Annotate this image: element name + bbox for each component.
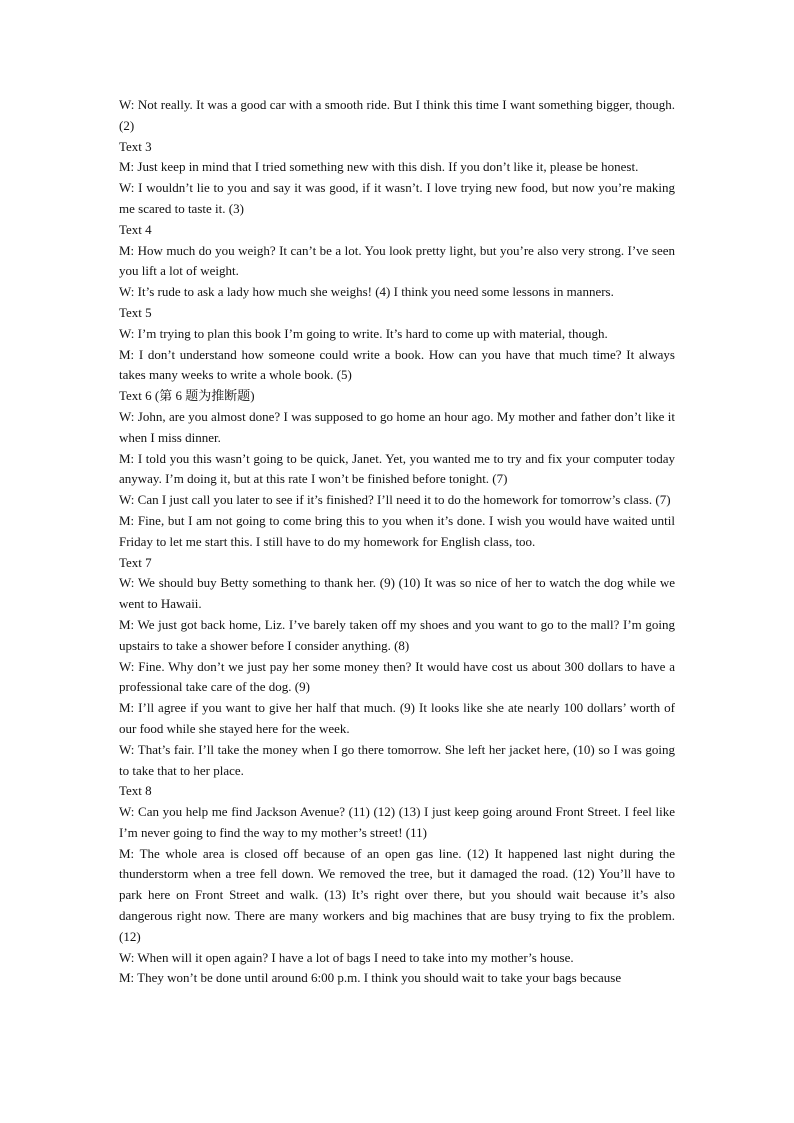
dialogue-line: W: Can you help me find Jackson Avenue? (11) (12) (13) I just keep going around Front Street. I feel like I’m never going to find the way to my mother’s street! (11) bbox=[119, 804, 675, 840]
dialogue-line: M: Just keep in mind that I tried something new with this dish. If you don’t like it, please be honest. bbox=[119, 159, 639, 175]
dialogue-line: W: I wouldn’t lie to you and say it was good, if it wasn’t. I love trying new food, but now you’re making me scared to taste it. (3) bbox=[119, 180, 675, 216]
dialogue-line: M: The whole area is closed off because of an open gas line. (12) It happened last night during the thunderstorm when a tree fell down. We removed the tree, but it damaged the road. (12) You’ll have to park here on Front Street and walk. (13) It’s right over there, but you should wait because it’s also dangerous right now. There are many workers and big machines that are busy trying to fix the problem. (12) bbox=[119, 845, 675, 944]
dialogue-line: W: I’m trying to plan this book I’m going to write. It’s hard to come up with material, though. bbox=[119, 325, 608, 341]
dialogue-line: W: It’s rude to ask a lady how much she weighs! (4) I think you need some lessons in manners. bbox=[119, 284, 614, 300]
section-heading-text-3: Text 3 bbox=[119, 138, 152, 154]
dialogue-line: M: I told you this wasn’t going to be quick, Janet. Yet, you wanted me to try and fix your computer today anyway. I’m doing it, but at this rate I won’t be finished before tonight. (7) bbox=[119, 450, 675, 487]
dialogue-line: W: We should buy Betty something to thank her. (9) (10) It was so nice of her to watch the dog while we went to Hawaii. bbox=[119, 575, 675, 612]
dialogue-line: W: When will it open again? I have a lot of bags I need to take into my mother’s house. bbox=[119, 949, 574, 965]
dialogue-line: W: John, are you almost done? I was supposed to go home an hour ago. My mother and father don’t like it when I miss dinner. bbox=[119, 408, 675, 445]
dialogue-line: W: That’s fair. I’ll take the money when I go there tomorrow. She left her jacket here, (10) so I was going to take that to her place. bbox=[119, 741, 675, 778]
dialogue-line: M: They won’t be done until around 6:00 p.m. I think you should wait to take your bags because bbox=[119, 970, 622, 986]
document-page bbox=[119, 95, 675, 989]
section-heading-text-7: Text 7 bbox=[119, 554, 152, 570]
dialogue-line: M: Fine, but I am not going to come bring this to you when it’s done. I wish you would have waited until Friday to let me start this. I still have to do my homework for English class, too. bbox=[119, 512, 675, 549]
section-heading-text-4: Text 4 bbox=[119, 221, 152, 237]
section-heading-text-5: Text 5 bbox=[119, 304, 152, 320]
dialogue-line: W: Can I just call you later to see if it’s finished? I’ll need it to do the homework for tomorrow’s class. (7) bbox=[119, 492, 671, 508]
dialogue-line: W: Not really. It was a good car with a smooth ride. But I think this time I want something bigger, though. (2) bbox=[119, 97, 675, 133]
dialogue-line: M: I’ll agree if you want to give her half that much. (9) It looks like she ate nearly 100 dollars’ worth of our food while she stayed here for the week. bbox=[119, 700, 675, 736]
dialogue-line: W: Fine. Why don’t we just pay her some money then? It would have cost us about 300 dollars to have a professional take care of the dog. (9) bbox=[119, 658, 675, 695]
dialogue-line: M: How much do you weigh? It can’t be a lot. You look pretty light, but you’re also very strong. I’ve seen you lift a lot of weight. bbox=[119, 242, 675, 279]
dialogue-line: M: We just got back home, Liz. I’ve barely taken off my shoes and you want to go to the mall? I’m going upstairs to take a shower before I consider anything. (8) bbox=[119, 616, 675, 653]
section-heading-text-6: Text 6 (第 6 题为推断题) bbox=[119, 388, 255, 404]
section-heading-text-8: Text 8 bbox=[119, 783, 152, 799]
dialogue-line: M: I don’t understand how someone could write a book. How can you have that much time? It always takes many weeks to write a whole book. (5) bbox=[119, 346, 675, 383]
